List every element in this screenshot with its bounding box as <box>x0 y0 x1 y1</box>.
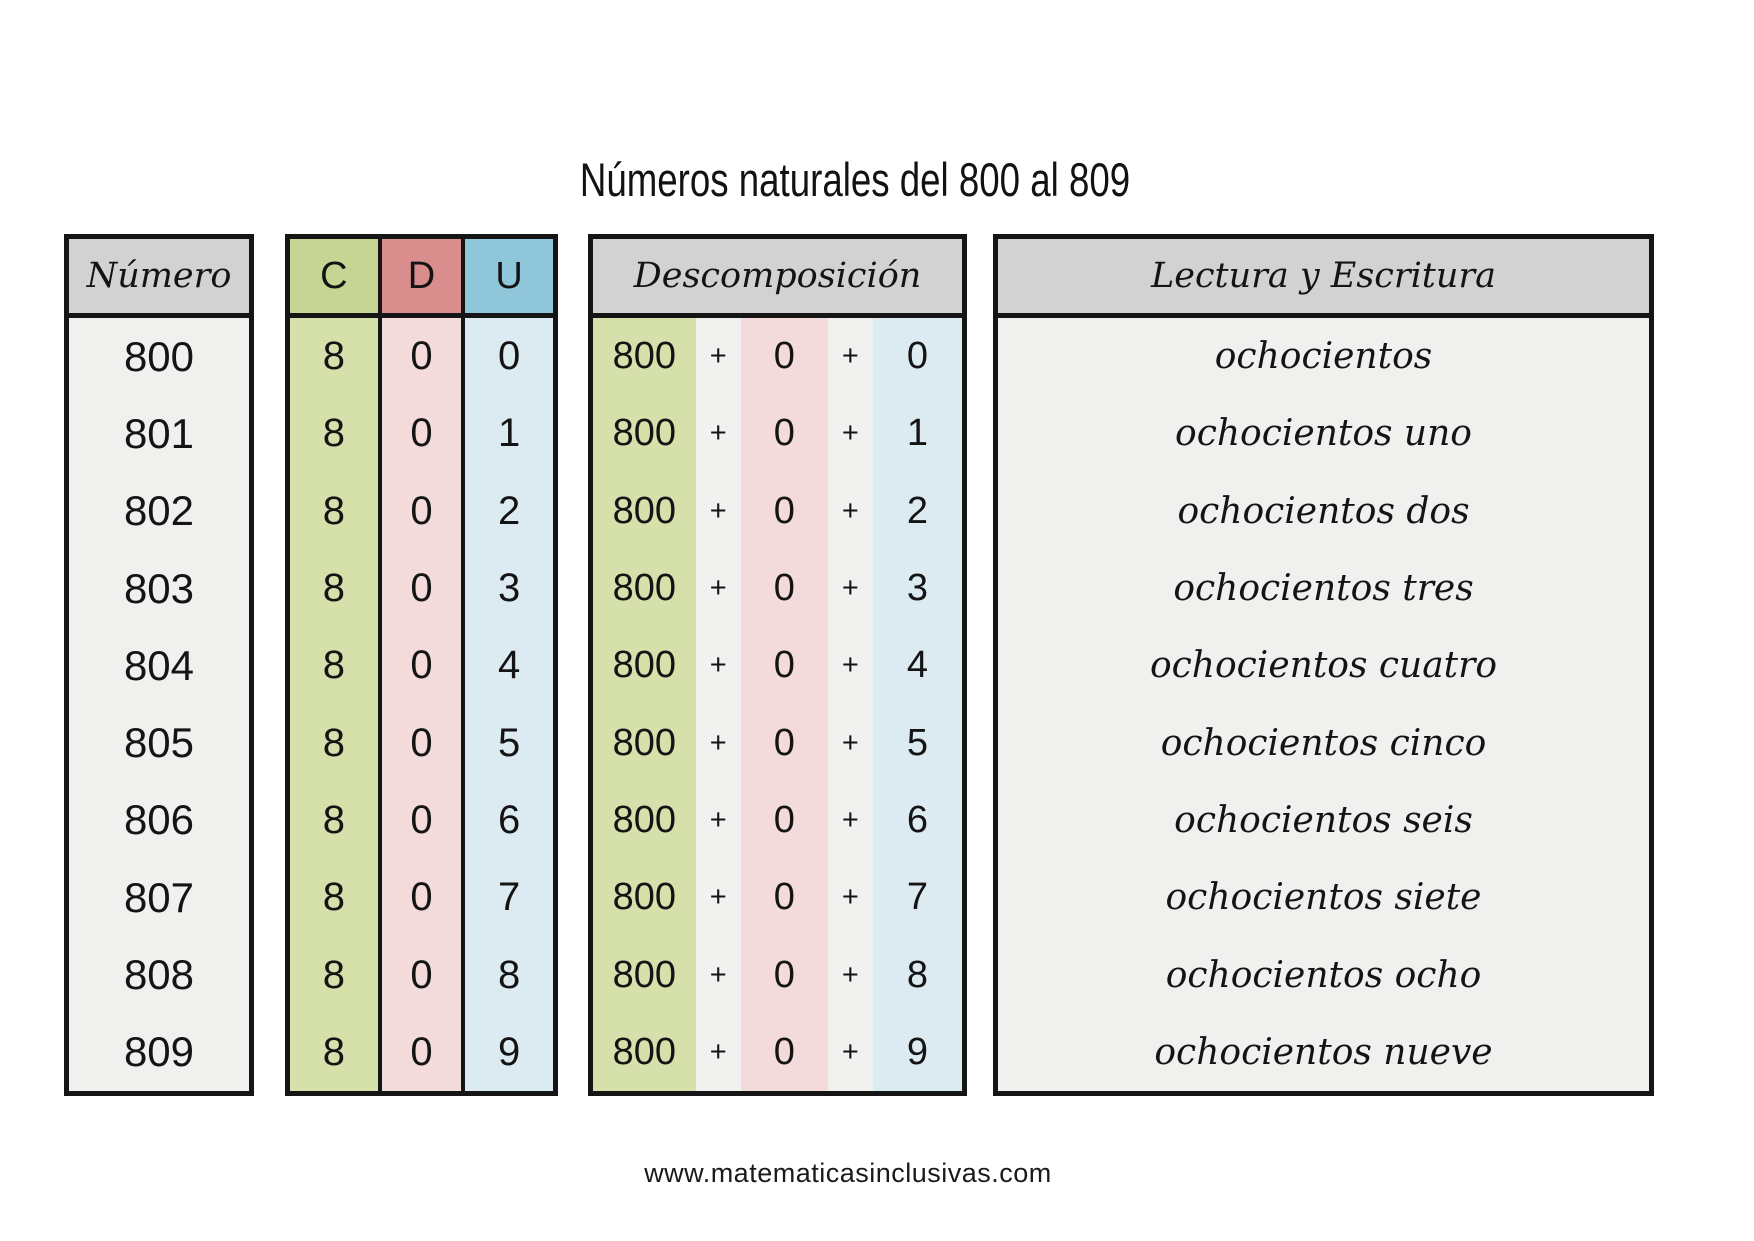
lectura-body <box>998 318 1649 1091</box>
decomp-tens-cell: 0 <box>773 412 795 455</box>
decomp-hundreds-cell: 800 <box>612 567 676 610</box>
lectura-cell: ochocientos ocho <box>1165 954 1482 996</box>
lectura-table <box>993 234 1654 1096</box>
hundreds-header-cell: C <box>290 239 378 313</box>
lectura-cell: ochocientos cuatro <box>1149 645 1498 687</box>
cdu-header-row <box>290 239 553 313</box>
decomp-tens-cell: 0 <box>773 335 795 378</box>
decomp-plus-cell: + <box>709 958 727 991</box>
decomp-tens-cell: 0 <box>773 567 795 610</box>
decomp-hundreds-cell: 800 <box>612 489 676 532</box>
page-title: Números naturales del 800 al 809 <box>579 153 1131 206</box>
footer-url: www.matematicasinclusivas.com <box>644 1158 1052 1188</box>
lectura-cell: ochocientos siete <box>1165 877 1482 919</box>
units-cell: 1 <box>498 411 521 456</box>
decomp-units-cell: 8 <box>906 953 929 996</box>
decomp-units-cell: 3 <box>906 567 929 610</box>
units-cell: 3 <box>498 566 521 611</box>
tens-header-cell: D <box>378 239 466 313</box>
hundreds-cell: 8 <box>322 411 345 456</box>
decomp-hundreds-cell: 800 <box>612 1030 676 1073</box>
decomp-tens-cell: 0 <box>773 953 795 996</box>
decomp-tens-cell: 0 <box>773 798 795 841</box>
numero-cell: 804 <box>123 641 195 689</box>
decomp-plus-cell: + <box>841 958 859 991</box>
units-column <box>465 318 553 1091</box>
decomp-plus-cell: + <box>709 340 727 373</box>
units-cell: 6 <box>498 797 521 842</box>
tens-cell: 0 <box>410 643 433 688</box>
tens-cell: 0 <box>410 1029 433 1074</box>
lectura-cell: ochocientos cinco <box>1160 722 1487 764</box>
numero-column <box>69 318 249 1091</box>
decomp-tens-cell: 0 <box>773 489 795 532</box>
descomposicion-header-label: Descomposición <box>633 256 922 296</box>
lectura-header <box>998 239 1649 318</box>
tens-cell: 0 <box>410 488 433 533</box>
lectura-cell: ochocientos <box>1214 336 1433 378</box>
decomp-hundreds-cell: 800 <box>612 335 676 378</box>
hundreds-cell: 8 <box>322 643 345 688</box>
decomp-plus-cell: + <box>841 881 859 914</box>
decomp-plus-cell: + <box>709 726 727 759</box>
decomp-plus-cell: + <box>841 494 859 527</box>
tens-cell: 0 <box>410 797 433 842</box>
units-cell: 5 <box>498 720 521 765</box>
numero-cell: 803 <box>123 564 195 612</box>
numero-cell: 800 <box>123 332 195 380</box>
numero-cell: 801 <box>123 409 195 457</box>
hundreds-cell: 8 <box>322 566 345 611</box>
descomposicion-header <box>593 239 962 318</box>
lectura-cell: ochocientos tres <box>1173 568 1474 610</box>
units-cell: 8 <box>498 952 521 997</box>
numero-cell: 808 <box>123 951 195 999</box>
numero-cell: 805 <box>123 719 195 767</box>
decomp-units-cell: 0 <box>906 335 929 378</box>
hundreds-cell: 8 <box>322 1029 345 1074</box>
units-header-cell: U <box>465 239 553 313</box>
decomp-plus-cell: + <box>841 803 859 836</box>
tens-cell: 0 <box>410 952 433 997</box>
decomp-hundreds-stripe <box>593 318 696 1091</box>
decomp-plus-cell: + <box>709 881 727 914</box>
decomp-hundreds-cell: 800 <box>612 876 676 919</box>
decomp-plus-cell: + <box>709 1035 727 1068</box>
units-cell: 7 <box>498 875 521 920</box>
decomp-plus-cell: + <box>709 417 727 450</box>
decomp-plus1-stripe <box>696 318 741 1091</box>
lectura-cell: ochocientos nueve <box>1154 1031 1493 1073</box>
units-cell: 2 <box>498 488 521 533</box>
lectura-column <box>998 318 1649 1091</box>
decomp-tens-cell: 0 <box>773 721 795 764</box>
tens-cell: 0 <box>410 411 433 456</box>
decomp-units-cell: 1 <box>906 412 929 455</box>
decomp-units-cell: 6 <box>906 798 929 841</box>
hundreds-cell: 8 <box>322 488 345 533</box>
hundreds-cell: 8 <box>322 875 345 920</box>
tens-cell: 0 <box>410 334 433 379</box>
units-cell: 9 <box>498 1029 521 1074</box>
hundreds-cell: 8 <box>322 720 345 765</box>
decomp-plus-cell: + <box>841 1035 859 1068</box>
decomp-plus-cell: + <box>709 572 727 605</box>
decomp-plus-cell: + <box>709 803 727 836</box>
numero-cell: 806 <box>123 796 195 844</box>
descomposicion-table <box>588 234 967 1096</box>
decomp-plus-cell: + <box>841 417 859 450</box>
decomp-units-stripe <box>873 318 962 1091</box>
decomp-plus-cell: + <box>841 649 859 682</box>
lectura-cell: ochocientos dos <box>1177 490 1470 532</box>
decomp-tens-cell: 0 <box>773 1030 795 1073</box>
decomp-hundreds-cell: 800 <box>612 412 676 455</box>
cdu-body <box>290 318 553 1091</box>
hundreds-cell: 8 <box>322 334 345 379</box>
lectura-header-label: Lectura y Escritura <box>1150 256 1497 296</box>
decomp-units-cell: 9 <box>906 1030 929 1073</box>
descomposicion-body <box>593 318 962 1091</box>
units-cell: 4 <box>498 643 521 688</box>
hundreds-cell: 8 <box>322 952 345 997</box>
units-cell: 0 <box>498 334 521 379</box>
decomp-tens-stripe <box>741 318 828 1091</box>
tens-column <box>378 318 466 1091</box>
hundreds-cell: 8 <box>322 797 345 842</box>
cdu-header <box>290 239 553 318</box>
decomp-hundreds-cell: 800 <box>612 721 676 764</box>
decomp-hundreds-cell: 800 <box>612 953 676 996</box>
decomp-hundreds-cell: 800 <box>612 644 676 687</box>
numero-cell: 807 <box>123 873 195 921</box>
decomp-tens-cell: 0 <box>773 644 795 687</box>
numero-table <box>64 234 254 1096</box>
decomp-plus-cell: + <box>841 726 859 759</box>
numero-header <box>69 239 249 318</box>
lectura-cell: ochocientos seis <box>1174 799 1473 841</box>
decomp-plus-cell: + <box>841 340 859 373</box>
decomp-units-cell: 4 <box>906 644 929 687</box>
tens-cell: 0 <box>410 566 433 611</box>
tens-cell: 0 <box>410 875 433 920</box>
decomp-units-cell: 5 <box>906 721 929 764</box>
lectura-cell: ochocientos uno <box>1175 413 1472 455</box>
decomp-plus2-stripe <box>828 318 873 1091</box>
decomp-units-cell: 2 <box>906 489 929 532</box>
decomp-units-cell: 7 <box>906 876 929 919</box>
numero-cell: 809 <box>123 1028 195 1076</box>
decomp-plus-cell: + <box>841 572 859 605</box>
decomp-plus-cell: + <box>709 649 727 682</box>
numero-cell: 802 <box>123 487 195 535</box>
decomp-plus-cell: + <box>709 494 727 527</box>
decomp-hundreds-cell: 800 <box>612 798 676 841</box>
tens-cell: 0 <box>410 720 433 765</box>
numero-header-label: Número <box>86 256 232 296</box>
numero-body <box>69 318 249 1091</box>
cdu-table <box>285 234 558 1096</box>
hundreds-column <box>290 318 378 1091</box>
decomp-tens-cell: 0 <box>773 876 795 919</box>
